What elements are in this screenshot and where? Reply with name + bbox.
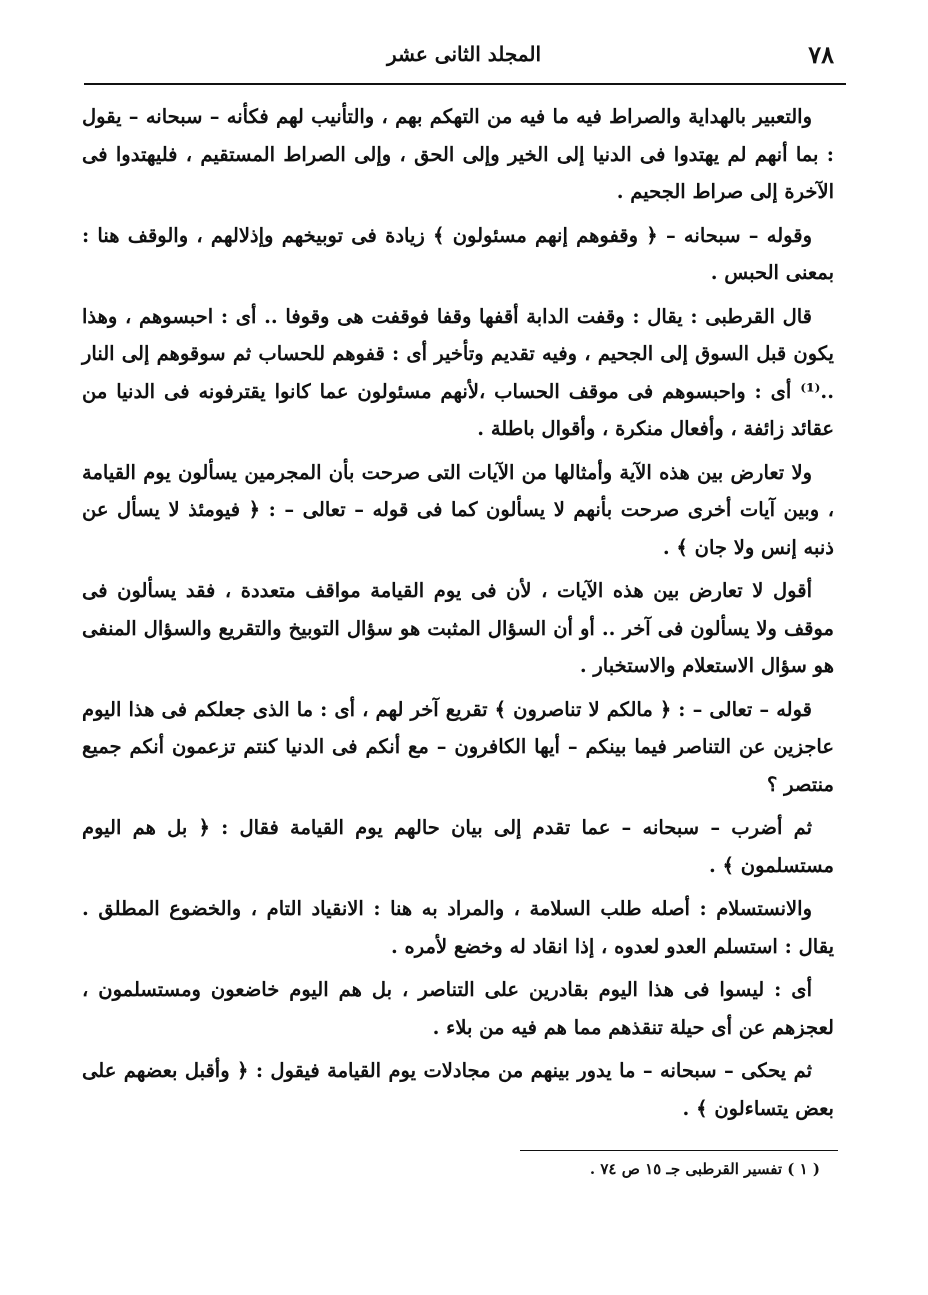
paragraph: ولا تعارض بين هذه الآية وأمثالها من الآيات التى صرحت بأن المجرمين يسألون يوم القيامة ، وبين آيات أخرى صرحت بأنهم لا يسألون كما فى قوله – تعالى – : ﴿ فيومئذ لا يسأل عن ذنبه إنس ولا جان ﴾ .	[82, 460, 834, 559]
paragraph: والانستسلام : أصله طلب السلامة ، والمراد به هنا : الانقياد التام ، والخضوع المطلق . يقال : استسلم العدو لعدوه ، إذا انقاد له وخضع لأمره .	[82, 897, 834, 958]
body-text	[82, 98, 834, 1133]
paragraph: وقوله – سبحانه – ﴿ وقفوهم إنهم مسئولون ﴾ زيادة فى توبيخهم وإذلالهم ، والوقف هنا : بمعنى الحبس .	[82, 223, 834, 284]
paragraph: قال القرطبى : يقال : وقفت الدابة أقفها وقفا فوقفت هى وقوفا .. أى : احبسوهم ، وهذا يكون قبل السوق إلى الجحيم ، وفيه تقديم وتأخير أى : قفوهم للحساب ثم سوقوهم إلى النار ..⁽¹⁾ أى : واحبسوهم فى موقف الحساب ،لأنهم مسئولون عما كانوا يقترفونه فى الدنيا من عقائد زائفة ، وأفعال منكرة ، وأقوال باطلة .	[82, 304, 834, 440]
paragraph: ثم أضرب – سبحانه – عما تقدم إلى بيان حالهم يوم القيامة فقال : ﴿ بل هم اليوم مستسلمون ﴾ .	[82, 816, 834, 877]
running-title: المجلد الثانى عشر	[387, 42, 541, 66]
paragraph: ثم يحكى – سبحانه – ما يدور بينهم من مجادلات يوم القيامة فيقول : ﴿ وأقبل بعضهم على بعض يتساءلون ﴾ .	[82, 1059, 834, 1120]
page-header	[84, 38, 844, 78]
paragraph: قوله – تعالى – : ﴿ مالكم لا تناصرون ﴾ تقريع آخر لهم ، أى : ما الذى جعلكم فى هذا اليوم عاجزين عن التناصر فيما بينكم – أيها الكافرون – مع أنكم فى الدنيا كنتم تزعمون أنكم جميع منتصر ؟	[82, 697, 834, 796]
page-number: ٧٨	[808, 40, 834, 69]
footnote: ( ١ ) تفسير القرطبى جـ ١٥ ص ٧٤ .	[589, 1160, 820, 1178]
header-rule	[84, 83, 846, 85]
footnote-rule	[520, 1150, 838, 1151]
paragraph: أى : ليسوا فى هذا اليوم بقادرين على التناصر ، بل هم اليوم خاضعون ومستسلمون ، لعجزهم عن أى حيلة تنقذهم مما هم فيه من بلاء .	[82, 978, 834, 1039]
paragraph: أقول لا تعارض بين هذه الآيات ، لأن فى يوم القيامة مواقف متعددة ، فقد يسألون فى موقف ولا يسألون فى آخر .. أو أن السؤال المثبت هو سؤال التوبيخ والتقريع والسؤال المنفى هو سؤال الاستعلام والاستخبار .	[82, 579, 834, 677]
paragraph: والتعبير بالهداية والصراط فيه ما فيه من التهكم بهم ، والتأنيب لهم فكأنه – سبحانه – يقول : بما أنهم لم يهتدوا فى الدنيا إلى الخير وإلى الحق ، وإلى الصراط المستقيم ، فليهتدوا فى الآخرة إلى صراط الجحيم .	[82, 105, 834, 203]
